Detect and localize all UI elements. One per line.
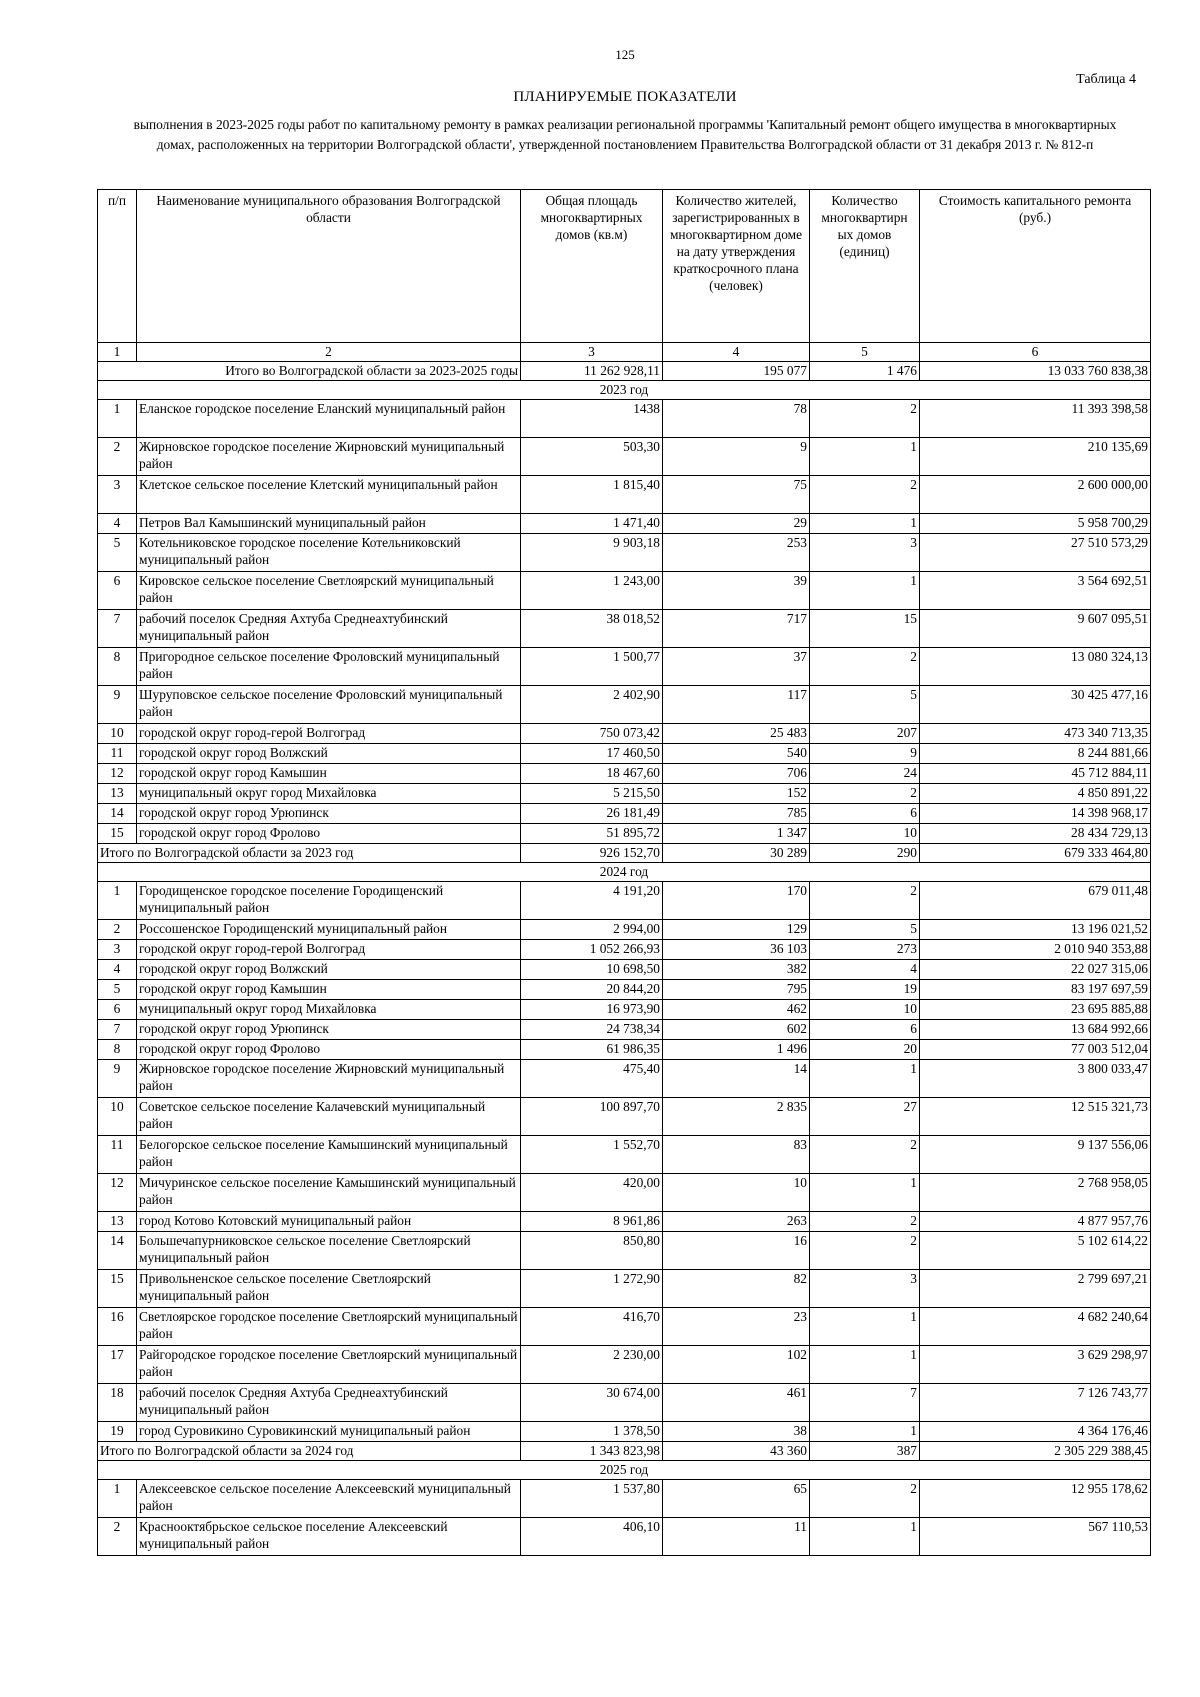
- cost-value: 45 712 884,11: [920, 764, 1151, 784]
- cost-value: 9 607 095,51: [920, 610, 1151, 648]
- table-row: [98, 744, 1151, 764]
- cost-value: 13 684 992,66: [920, 1020, 1151, 1040]
- table-row: [98, 514, 1151, 534]
- area-value: 18 467,60: [521, 764, 663, 784]
- year-section-row: [98, 381, 1151, 400]
- residents-value: 382: [663, 960, 810, 980]
- municipality-name: Шуруповское сельское поселение Фроловский муниципальный район: [137, 686, 521, 724]
- area-value: 1 471,40: [521, 514, 663, 534]
- table-row: [98, 648, 1151, 686]
- row-number: 6: [98, 1000, 137, 1020]
- header-row: [98, 190, 1151, 343]
- area-value: 420,00: [521, 1174, 663, 1212]
- houses-value: 1: [810, 1346, 920, 1384]
- year-label: 2025 год: [98, 1461, 1151, 1480]
- area-value: 26 181,49: [521, 804, 663, 824]
- municipality-name: Жирновское городское поселение Жирновский муниципальный район: [137, 438, 521, 476]
- municipality-name: рабочий поселок Средняя Ахтуба Среднеахтубинский муниципальный район: [137, 1384, 521, 1422]
- houses-value: 2: [810, 1212, 920, 1232]
- year-total-label: Итого по Волгоградской области за 2024 год: [98, 1442, 521, 1461]
- header-area: Общая площадь многоквартирных домов (кв.м): [521, 190, 663, 343]
- table-body: [98, 343, 1151, 1556]
- year-label: 2024 год: [98, 863, 1151, 882]
- municipality-name: Белогорское сельское поселение Камышинский муниципальный район: [137, 1136, 521, 1174]
- row-number: 5: [98, 534, 137, 572]
- header-houses: Количество многоквартирн ых домов (единиц): [810, 190, 920, 343]
- municipality-name: Городищенское городское поселение Городищенский муниципальный район: [137, 882, 521, 920]
- row-number: 1: [98, 1480, 137, 1518]
- houses-value: 2: [810, 476, 920, 514]
- cost-value: 4 682 240,64: [920, 1308, 1151, 1346]
- area-value: 24 738,34: [521, 1020, 663, 1040]
- area-value: 9 903,18: [521, 534, 663, 572]
- table-row: [98, 940, 1151, 960]
- table-label: Таблица 4: [1076, 72, 1136, 87]
- table-row: [98, 686, 1151, 724]
- area-value: 2 230,00: [521, 1346, 663, 1384]
- municipality-name: Еланское городское поселение Еланский муниципальный район: [137, 400, 521, 438]
- area-value: 1 378,50: [521, 1422, 663, 1442]
- residents-value: 795: [663, 980, 810, 1000]
- row-number: 13: [98, 784, 137, 804]
- municipality-name: городской округ город-герой Волгоград: [137, 940, 521, 960]
- houses-value: 3: [810, 534, 920, 572]
- residents-value: 29: [663, 514, 810, 534]
- table-row: [98, 534, 1151, 572]
- houses-value: 10: [810, 824, 920, 844]
- houses-value: 27: [810, 1098, 920, 1136]
- residents-value: 78: [663, 400, 810, 438]
- grand-total-houses: 1 476: [810, 362, 920, 381]
- area-value: 2 994,00: [521, 920, 663, 940]
- municipality-name: город Котово Котовский муниципальный район: [137, 1212, 521, 1232]
- row-number: 16: [98, 1308, 137, 1346]
- cost-value: 2 010 940 353,88: [920, 940, 1151, 960]
- area-value: 16 973,90: [521, 1000, 663, 1020]
- cost-value: 28 434 729,13: [920, 824, 1151, 844]
- table-row: [98, 1232, 1151, 1270]
- cost-value: 5 102 614,22: [920, 1232, 1151, 1270]
- row-number: 5: [98, 980, 137, 1000]
- row-number: 9: [98, 686, 137, 724]
- area-value: 8 961,86: [521, 1212, 663, 1232]
- area-value: 100 897,70: [521, 1098, 663, 1136]
- page-number: 125: [615, 47, 635, 62]
- municipality-name: городской округ город Камышин: [137, 764, 521, 784]
- houses-value: 3: [810, 1270, 920, 1308]
- houses-value: 207: [810, 724, 920, 744]
- cost-value: 5 958 700,29: [920, 514, 1151, 534]
- houses-value: 1: [810, 438, 920, 476]
- area-value: 51 895,72: [521, 824, 663, 844]
- year-total-houses: 290: [810, 844, 920, 863]
- houses-value: 1: [810, 1422, 920, 1442]
- cost-value: 30 425 477,16: [920, 686, 1151, 724]
- table-row: [98, 1136, 1151, 1174]
- year-section-row: [98, 863, 1151, 882]
- residents-value: 65: [663, 1480, 810, 1518]
- houses-value: 5: [810, 686, 920, 724]
- residents-value: 14: [663, 1060, 810, 1098]
- column-number: 5: [810, 343, 920, 362]
- header-num: п/п: [98, 190, 137, 343]
- row-number: 12: [98, 764, 137, 784]
- table-row: [98, 1518, 1151, 1556]
- year-total-area: 1 343 823,98: [521, 1442, 663, 1461]
- cost-value: 2 768 958,05: [920, 1174, 1151, 1212]
- area-value: 5 215,50: [521, 784, 663, 804]
- row-number: 10: [98, 724, 137, 744]
- cost-value: 679 011,48: [920, 882, 1151, 920]
- houses-value: 1: [810, 1060, 920, 1098]
- municipality-name: муниципальный округ город Михайловка: [137, 784, 521, 804]
- table-row: [98, 610, 1151, 648]
- residents-value: 75: [663, 476, 810, 514]
- municipality-name: городской округ город Урюпинск: [137, 804, 521, 824]
- residents-value: 36 103: [663, 940, 810, 960]
- table-row: [98, 1384, 1151, 1422]
- table-row: [98, 572, 1151, 610]
- municipality-name: Пригородное сельское поселение Фроловский муниципальный район: [137, 648, 521, 686]
- residents-value: 16: [663, 1232, 810, 1270]
- residents-value: 1 347: [663, 824, 810, 844]
- year-total-cost: 679 333 464,80: [920, 844, 1151, 863]
- municipality-name: Клетское сельское поселение Клетский муниципальный район: [137, 476, 521, 514]
- row-number: 18: [98, 1384, 137, 1422]
- houses-value: 2: [810, 882, 920, 920]
- residents-value: 117: [663, 686, 810, 724]
- cost-value: 83 197 697,59: [920, 980, 1151, 1000]
- municipality-name: рабочий поселок Средняя Ахтуба Среднеахтубинский муниципальный район: [137, 610, 521, 648]
- table-row: [98, 824, 1151, 844]
- column-number: 2: [137, 343, 521, 362]
- municipality-name: городской округ город Фролово: [137, 1040, 521, 1060]
- year-total-houses: 387: [810, 1442, 920, 1461]
- cost-value: 11 393 398,58: [920, 400, 1151, 438]
- municipality-name: Жирновское городское поселение Жирновский муниципальный район: [137, 1060, 521, 1098]
- table-row: [98, 400, 1151, 438]
- row-number: 2: [98, 920, 137, 940]
- municipality-name: Привольненское сельское поселение Светлоярский муниципальный район: [137, 1270, 521, 1308]
- column-number: 4: [663, 343, 810, 362]
- residents-value: 785: [663, 804, 810, 824]
- row-number: 8: [98, 648, 137, 686]
- cost-value: 3 564 692,51: [920, 572, 1151, 610]
- houses-value: 2: [810, 1480, 920, 1518]
- area-value: 1438: [521, 400, 663, 438]
- residents-value: 9: [663, 438, 810, 476]
- row-number: 12: [98, 1174, 137, 1212]
- table-row: [98, 764, 1151, 784]
- row-number: 11: [98, 744, 137, 764]
- table-row: [98, 1270, 1151, 1308]
- houses-value: 9: [810, 744, 920, 764]
- document-subtitle: выполнения в 2023-2025 годы работ по капитальному ремонту в рамках реализации региональной программы 'Капитальный ремонт общего имущества в многоквартирных домах, расположенных на территории Волгоградской области', утвержденной постановлением Правительства Волгоградской области от 31 декабря 2013 г. № 812-п: [133, 117, 1117, 152]
- area-value: 1 500,77: [521, 648, 663, 686]
- cost-value: 473 340 713,35: [920, 724, 1151, 744]
- area-value: 1 243,00: [521, 572, 663, 610]
- row-number: 15: [98, 824, 137, 844]
- municipality-name: Котельниковское городское поселение Котельниковский муниципальный район: [137, 534, 521, 572]
- houses-value: 7: [810, 1384, 920, 1422]
- area-value: 1 537,80: [521, 1480, 663, 1518]
- row-number: 9: [98, 1060, 137, 1098]
- houses-value: 5: [810, 920, 920, 940]
- residents-value: 102: [663, 1346, 810, 1384]
- row-number: 7: [98, 610, 137, 648]
- municipality-name: городской округ город Фролово: [137, 824, 521, 844]
- grand-total-label: Итого во Волгоградской области за 2023-2025 годы: [98, 362, 521, 381]
- row-number: 2: [98, 1518, 137, 1556]
- year-total-row: [98, 1442, 1151, 1461]
- year-total-area: 926 152,70: [521, 844, 663, 863]
- houses-value: 10: [810, 1000, 920, 1020]
- year-total-row: [98, 844, 1151, 863]
- table-row: [98, 960, 1151, 980]
- municipality-name: городской округ город Камышин: [137, 980, 521, 1000]
- municipality-name: городской округ город Волжский: [137, 960, 521, 980]
- houses-value: 1: [810, 514, 920, 534]
- municipality-name: Краснооктябрьское сельское поселение Алексеевский муниципальный район: [137, 1518, 521, 1556]
- cost-value: 4 364 176,46: [920, 1422, 1151, 1442]
- residents-value: 170: [663, 882, 810, 920]
- table-row: [98, 1346, 1151, 1384]
- table-row: [98, 980, 1151, 1000]
- cost-value: 210 135,69: [920, 438, 1151, 476]
- cost-value: 567 110,53: [920, 1518, 1151, 1556]
- table-row: [98, 1212, 1151, 1232]
- cost-value: 12 515 321,73: [920, 1098, 1151, 1136]
- row-number: 14: [98, 804, 137, 824]
- year-total-residents: 30 289: [663, 844, 810, 863]
- area-value: 406,10: [521, 1518, 663, 1556]
- table-row: [98, 1308, 1151, 1346]
- residents-value: 461: [663, 1384, 810, 1422]
- houses-value: 2: [810, 1136, 920, 1174]
- cost-value: 3 800 033,47: [920, 1060, 1151, 1098]
- year-section-row: [98, 1461, 1151, 1480]
- municipality-name: Большечапурниковское сельское поселение Светлоярский муниципальный район: [137, 1232, 521, 1270]
- municipality-name: Райгородское городское поселение Светлоярский муниципальный район: [137, 1346, 521, 1384]
- municipality-name: муниципальный округ город Михайловка: [137, 1000, 521, 1020]
- row-number: 7: [98, 1020, 137, 1040]
- table-row: [98, 920, 1151, 940]
- table-row: [98, 1480, 1151, 1518]
- residents-value: 38: [663, 1422, 810, 1442]
- houses-value: 24: [810, 764, 920, 784]
- table-row: [98, 438, 1151, 476]
- cost-value: 13 196 021,52: [920, 920, 1151, 940]
- row-number: 11: [98, 1136, 137, 1174]
- row-number: 8: [98, 1040, 137, 1060]
- residents-value: 2 835: [663, 1098, 810, 1136]
- residents-value: 82: [663, 1270, 810, 1308]
- municipality-name: Петров Вал Камышинский муниципальный район: [137, 514, 521, 534]
- area-value: 4 191,20: [521, 882, 663, 920]
- residents-value: 462: [663, 1000, 810, 1020]
- year-label: 2023 год: [98, 381, 1151, 400]
- municipality-name: городской округ город Урюпинск: [137, 1020, 521, 1040]
- table-row: [98, 784, 1151, 804]
- cost-value: 7 126 743,77: [920, 1384, 1151, 1422]
- residents-value: 11: [663, 1518, 810, 1556]
- residents-value: 1 496: [663, 1040, 810, 1060]
- cost-value: 4 850 891,22: [920, 784, 1151, 804]
- houses-value: 20: [810, 1040, 920, 1060]
- residents-value: 253: [663, 534, 810, 572]
- cost-value: 14 398 968,17: [920, 804, 1151, 824]
- residents-value: 39: [663, 572, 810, 610]
- year-total-residents: 43 360: [663, 1442, 810, 1461]
- residents-value: 263: [663, 1212, 810, 1232]
- municipality-name: город Суровикино Суровикинский муниципальный район: [137, 1422, 521, 1442]
- houses-value: 15: [810, 610, 920, 648]
- area-value: 1 552,70: [521, 1136, 663, 1174]
- area-value: 1 815,40: [521, 476, 663, 514]
- year-total-cost: 2 305 229 388,45: [920, 1442, 1151, 1461]
- houses-value: 2: [810, 400, 920, 438]
- grand-total-cost: 13 033 760 838,38: [920, 362, 1151, 381]
- row-number: 3: [98, 476, 137, 514]
- houses-value: 2: [810, 648, 920, 686]
- area-value: 30 674,00: [521, 1384, 663, 1422]
- area-value: 61 986,35: [521, 1040, 663, 1060]
- table-row: [98, 1040, 1151, 1060]
- table-row: [98, 1000, 1151, 1020]
- cost-value: 23 695 885,88: [920, 1000, 1151, 1020]
- residents-value: 37: [663, 648, 810, 686]
- column-number-row: [98, 343, 1151, 362]
- area-value: 38 018,52: [521, 610, 663, 648]
- column-number: 3: [521, 343, 663, 362]
- row-number: 15: [98, 1270, 137, 1308]
- row-number: 13: [98, 1212, 137, 1232]
- row-number: 3: [98, 940, 137, 960]
- municipality-name: Мичуринское сельское поселение Камышинский муниципальный район: [137, 1174, 521, 1212]
- area-value: 20 844,20: [521, 980, 663, 1000]
- indicators-table: [97, 189, 1151, 1556]
- residents-value: 717: [663, 610, 810, 648]
- residents-value: 25 483: [663, 724, 810, 744]
- houses-value: 2: [810, 784, 920, 804]
- row-number: 1: [98, 400, 137, 438]
- municipality-name: городской округ город-герой Волгоград: [137, 724, 521, 744]
- cost-value: 77 003 512,04: [920, 1040, 1151, 1060]
- grand-total-area: 11 262 928,11: [521, 362, 663, 381]
- row-number: 4: [98, 514, 137, 534]
- houses-value: 6: [810, 804, 920, 824]
- table-row: [98, 882, 1151, 920]
- area-value: 503,30: [521, 438, 663, 476]
- municipality-name: Светлоярское городское поселение Светлоярский муниципальный район: [137, 1308, 521, 1346]
- cost-value: 9 137 556,06: [920, 1136, 1151, 1174]
- cost-value: 12 955 178,62: [920, 1480, 1151, 1518]
- table-row: [98, 1174, 1151, 1212]
- grand-total-residents: 195 077: [663, 362, 810, 381]
- residents-value: 152: [663, 784, 810, 804]
- houses-value: 1: [810, 1518, 920, 1556]
- row-number: 6: [98, 572, 137, 610]
- table-row: [98, 1422, 1151, 1442]
- cost-value: 2 799 697,21: [920, 1270, 1151, 1308]
- area-value: 2 402,90: [521, 686, 663, 724]
- houses-value: 1: [810, 1308, 920, 1346]
- row-number: 14: [98, 1232, 137, 1270]
- municipality-name: Россошенское Городищенский муниципальный район: [137, 920, 521, 940]
- area-value: 17 460,50: [521, 744, 663, 764]
- houses-value: 4: [810, 960, 920, 980]
- houses-value: 273: [810, 940, 920, 960]
- table-row: [98, 724, 1151, 744]
- area-value: 850,80: [521, 1232, 663, 1270]
- residents-value: 602: [663, 1020, 810, 1040]
- municipality-name: Советское сельское поселение Калачевский муниципальный район: [137, 1098, 521, 1136]
- header-cost: Стоимость капитального ремонта (руб.): [920, 190, 1151, 343]
- residents-value: 10: [663, 1174, 810, 1212]
- houses-value: 1: [810, 572, 920, 610]
- area-value: 750 073,42: [521, 724, 663, 744]
- row-number: 10: [98, 1098, 137, 1136]
- row-number: 2: [98, 438, 137, 476]
- year-total-label: Итого по Волгоградской области за 2023 год: [98, 844, 521, 863]
- row-number: 19: [98, 1422, 137, 1442]
- document-title: ПЛАНИРУЕМЫЕ ПОКАЗАТЕЛИ: [513, 89, 737, 105]
- row-number: 4: [98, 960, 137, 980]
- municipality-name: Кировское сельское поселение Светлоярский муниципальный район: [137, 572, 521, 610]
- cost-value: 8 244 881,66: [920, 744, 1151, 764]
- residents-value: 83: [663, 1136, 810, 1174]
- column-number: 1: [98, 343, 137, 362]
- table-row: [98, 1098, 1151, 1136]
- grand-total-row: [98, 362, 1151, 381]
- area-value: 1 052 266,93: [521, 940, 663, 960]
- houses-value: 2: [810, 1232, 920, 1270]
- cost-value: 4 877 957,76: [920, 1212, 1151, 1232]
- cost-value: 3 629 298,97: [920, 1346, 1151, 1384]
- cost-value: 22 027 315,06: [920, 960, 1151, 980]
- header-residents: Количество жителей, зарегистрированных в многоквартирном доме на дату утверждения краткосрочного плана (человек): [663, 190, 810, 343]
- residents-value: 23: [663, 1308, 810, 1346]
- houses-value: 1: [810, 1174, 920, 1212]
- cost-value: 13 080 324,13: [920, 648, 1151, 686]
- municipality-name: Алексеевское сельское поселение Алексеевский муниципальный район: [137, 1480, 521, 1518]
- area-value: 10 698,50: [521, 960, 663, 980]
- header-name: Наименование муниципального образования Волгоградской области: [137, 190, 521, 343]
- row-number: 17: [98, 1346, 137, 1384]
- municipality-name: городской округ город Волжский: [137, 744, 521, 764]
- column-number: 6: [920, 343, 1151, 362]
- table-row: [98, 476, 1151, 514]
- table-row: [98, 1060, 1151, 1098]
- houses-value: 6: [810, 1020, 920, 1040]
- houses-value: 19: [810, 980, 920, 1000]
- table-row: [98, 1020, 1151, 1040]
- residents-value: 706: [663, 764, 810, 784]
- table-row: [98, 804, 1151, 824]
- cost-value: 27 510 573,29: [920, 534, 1151, 572]
- area-value: 1 272,90: [521, 1270, 663, 1308]
- cost-value: 2 600 000,00: [920, 476, 1151, 514]
- residents-value: 129: [663, 920, 810, 940]
- row-number: 1: [98, 882, 137, 920]
- residents-value: 540: [663, 744, 810, 764]
- area-value: 416,70: [521, 1308, 663, 1346]
- area-value: 475,40: [521, 1060, 663, 1098]
